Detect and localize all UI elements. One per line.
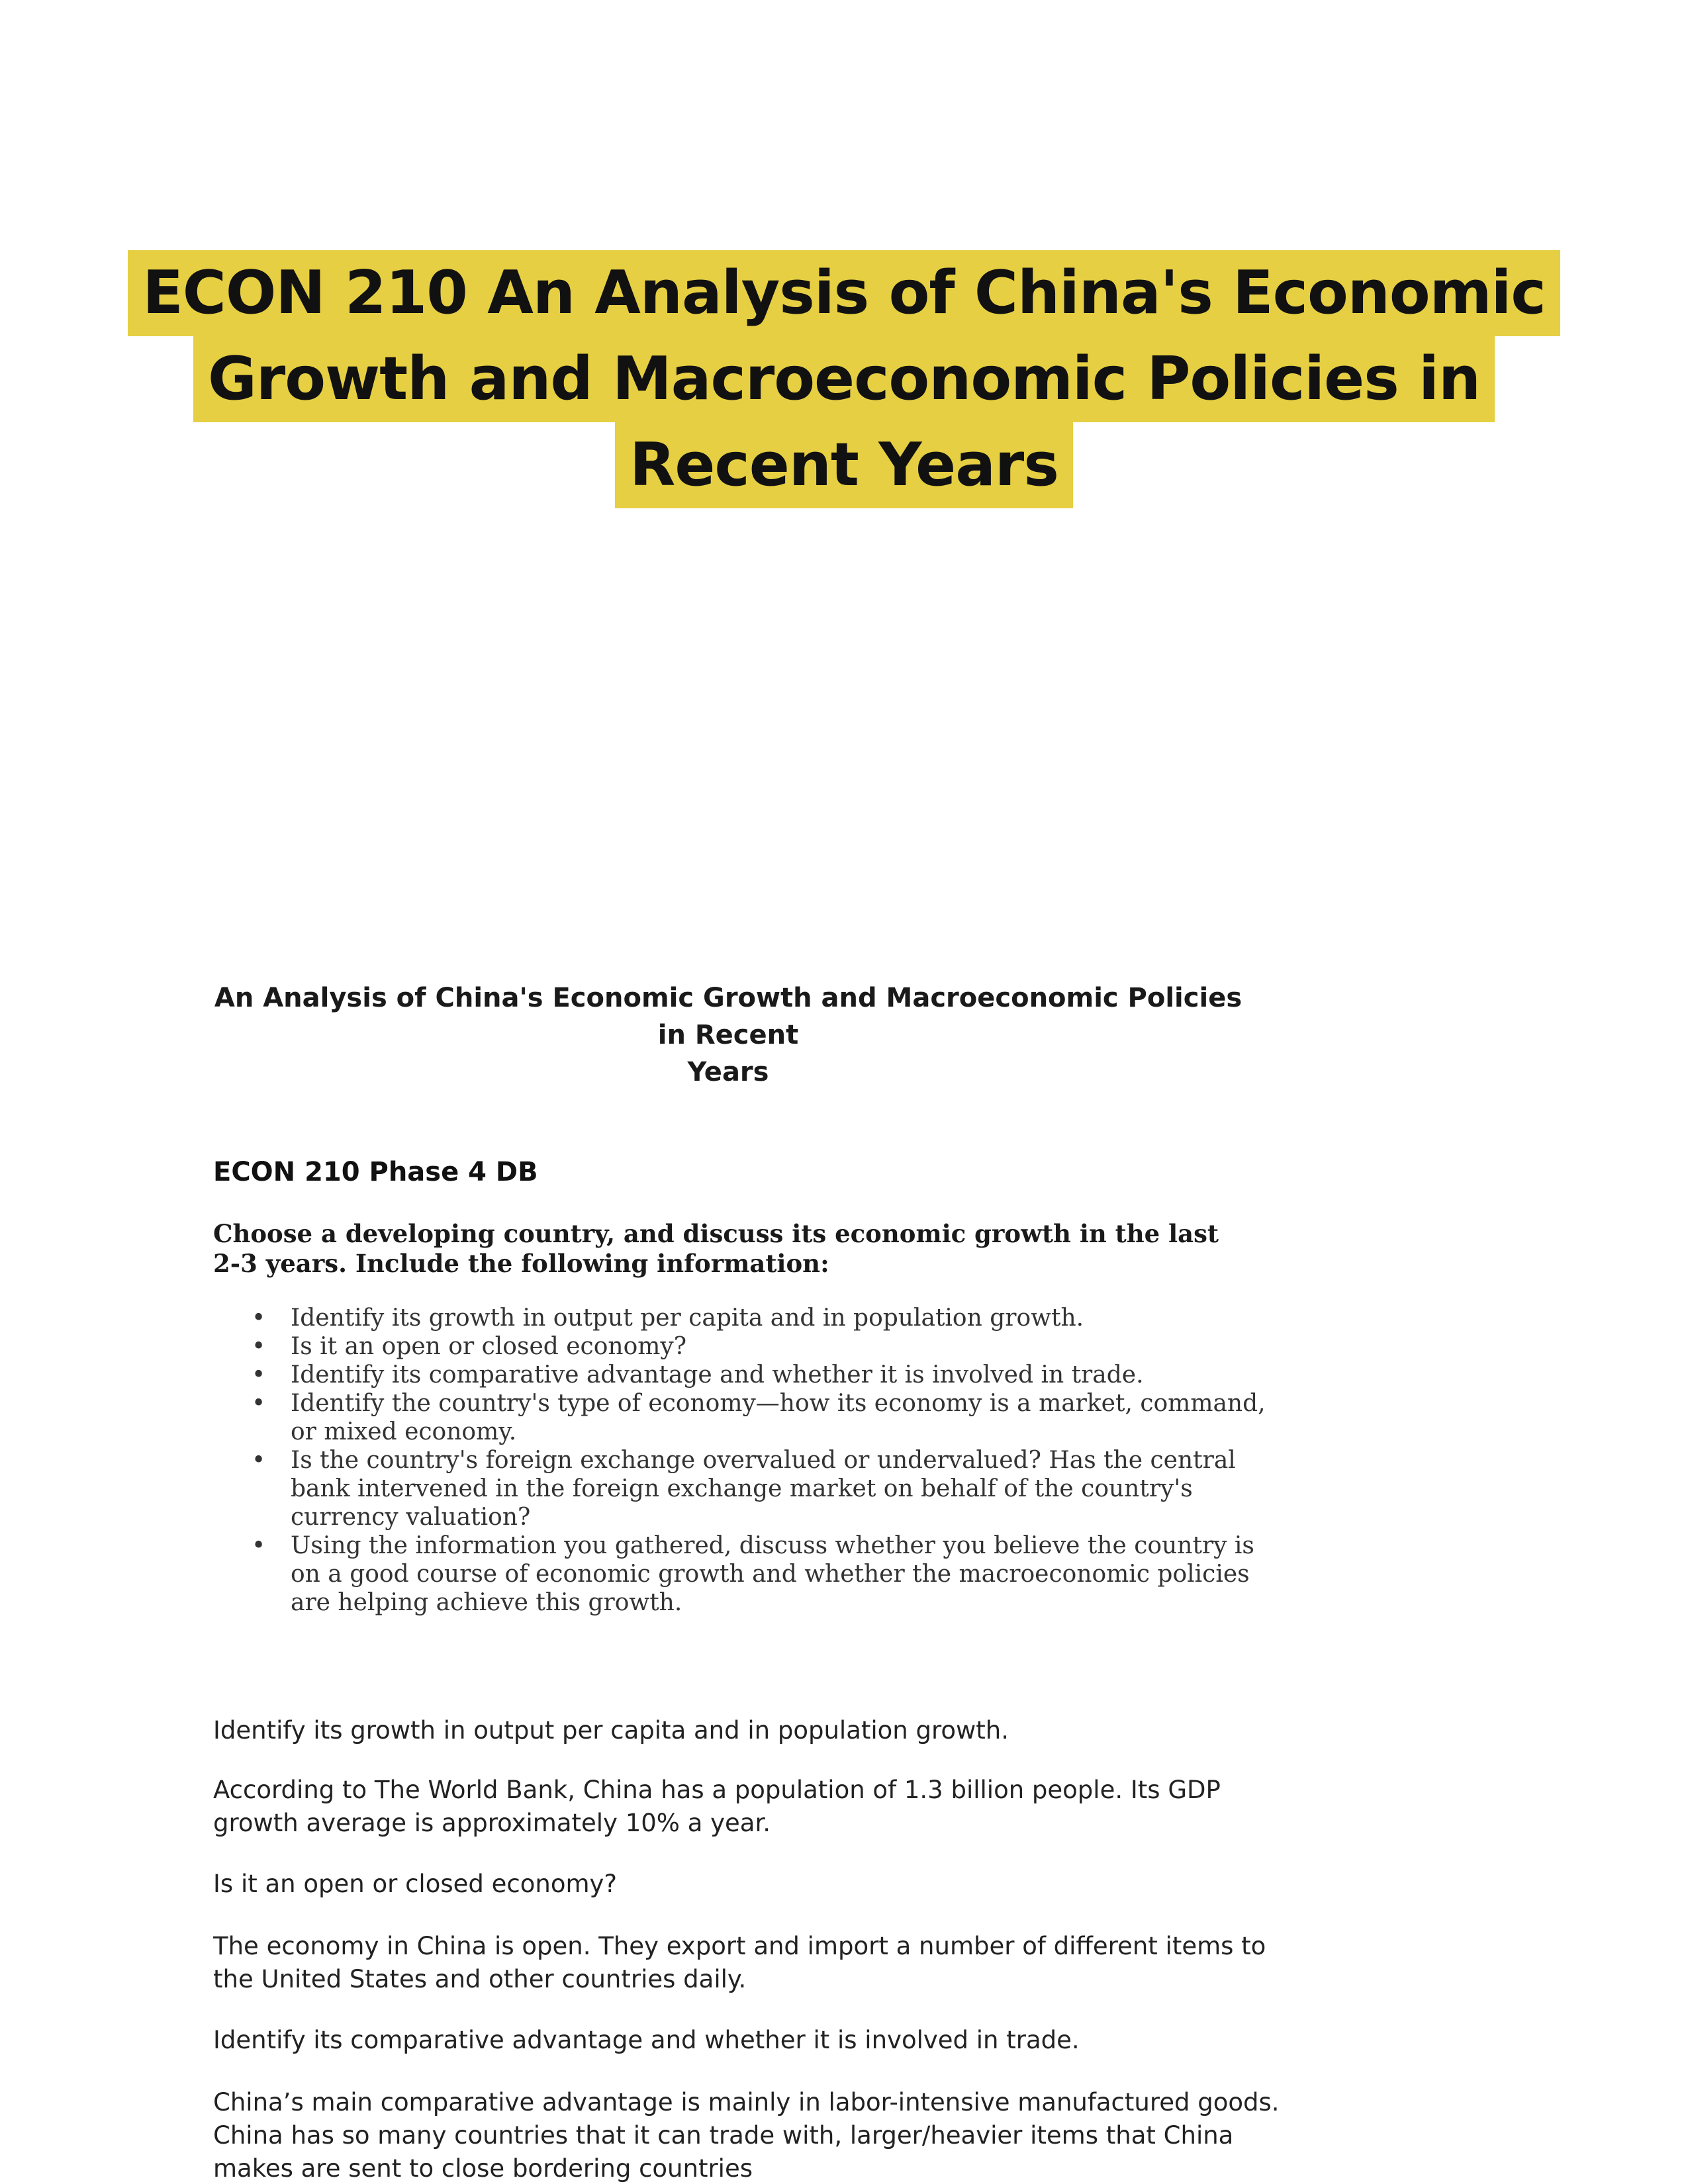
list-item: • Using the information you gathered, discuss whether you believe the country is on a good course of economic growth and whether the macroeconomic policies are helping achieve this growth.: [252, 1532, 1254, 1616]
answer-3: China’s main comparative advantage is mainly in labor-intensive manufactured goods. China has so many countries that it can trade with, larger/heavier items that China makes are sent to close bordering countries: [213, 2088, 1280, 2183]
list-item: • Is it an open or closed economy?: [252, 1333, 687, 1360]
page-title: [0, 250, 1688, 508]
list-item: • Identify its growth in output per capita and in population growth.: [252, 1304, 1084, 1332]
title-line-3: Recent Years: [615, 422, 1073, 508]
bullet-icon: •: [252, 1390, 266, 1417]
bullet-icon: •: [252, 1361, 266, 1388]
requirements-list: [213, 1304, 1286, 1617]
document-heading: [199, 979, 1258, 1091]
list-item: • Is the country's foreign exchange overvalued or undervalued? Has the central bank intervened in the foreign exchange market on behalf of the country's currency valuation?: [252, 1447, 1236, 1531]
document-heading-line-1: An Analysis of China's Economic Growth and Macroeconomic Policies in Recent: [214, 983, 1243, 1050]
assignment-label: ECON 210 Phase 4 DB: [213, 1157, 538, 1187]
answer-2: The economy in China is open. They export and import a number of different items to the United States and other countries daily.: [213, 1932, 1266, 1993]
list-item: • Identify its comparative advantage and whether it is involved in trade.: [252, 1361, 1144, 1388]
list-item: • Identify the country's type of economy—how its economy is a market, command, or mixed economy.: [252, 1390, 1266, 1445]
title-line-2: Growth and Macroeconomic Policies in: [193, 336, 1495, 422]
bullet-icon: •: [252, 1447, 266, 1474]
question-3: Identify its comparative advantage and whether it is involved in trade.: [213, 2026, 1080, 2054]
bullet-icon: •: [252, 1333, 266, 1360]
answer-1: According to The World Bank, China has a population of 1.3 billion people. Its GDP growth average is approximately 10% a year.: [213, 1776, 1221, 1837]
bullet-icon: •: [252, 1304, 266, 1332]
title-line-1: ECON 210 An Analysis of China's Economic: [128, 250, 1560, 336]
document-heading-line-2: Years: [687, 1057, 769, 1087]
question-1: Identify its growth in output per capita and in population growth.: [213, 1716, 1009, 1745]
question-2: Is it an open or closed economy?: [213, 1870, 618, 1898]
bullet-icon: •: [252, 1532, 266, 1559]
embedded-document-image: [199, 979, 1311, 2184]
assignment-prompt: Choose a developing country, and discuss its economic growth in the last 2-3 years. Include the following information:: [213, 1219, 1219, 1278]
